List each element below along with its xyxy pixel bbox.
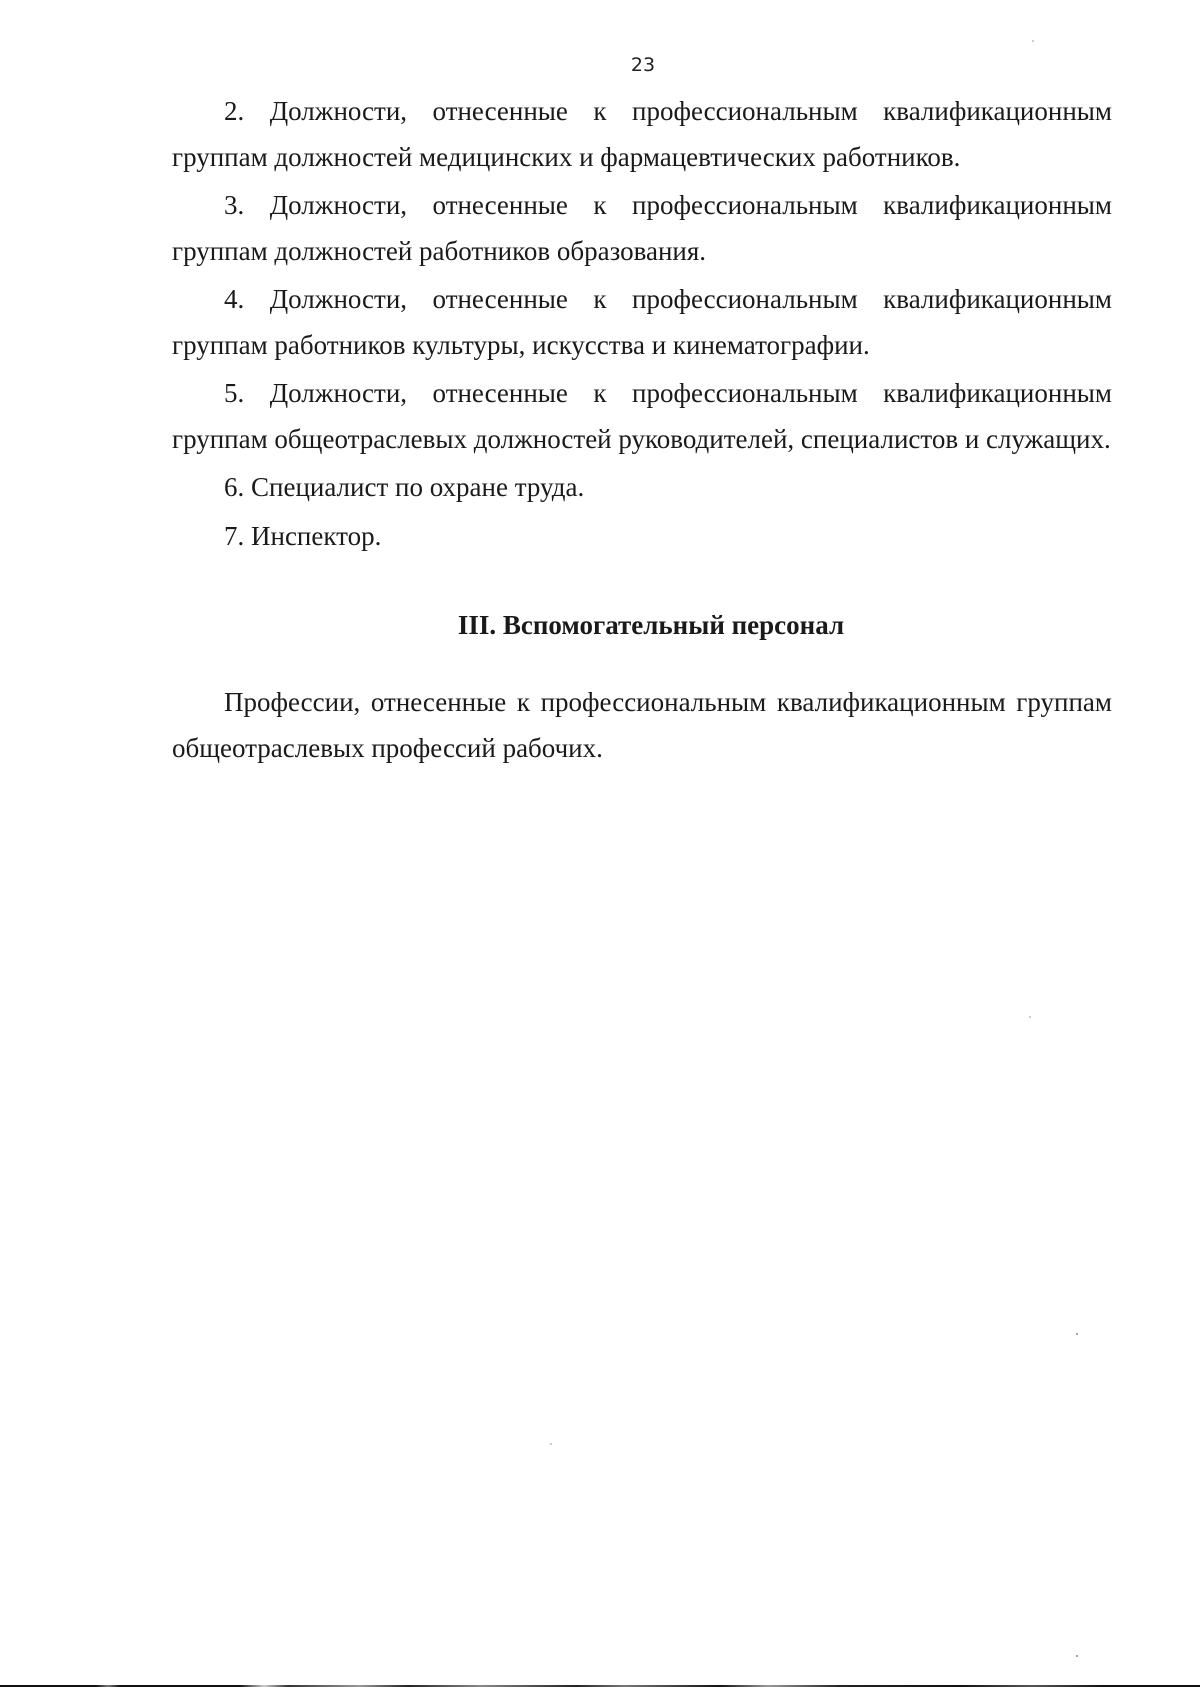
list-item: 6. Специалист по охране труда.: [224, 472, 585, 502]
list-item: 4. Должности, отнесенные к профессиональным квалификационным группам работников культуры, искусства и кинематографии.: [172, 284, 1112, 360]
scan-speck: [1076, 1333, 1078, 1335]
scan-speck: [1032, 40, 1034, 42]
document-body: [172, 88, 1112, 773]
section-paragraph: Профессии, отнесенные к профессиональным квалификационным группам общеотраслевых профессий рабочих.: [172, 687, 1112, 763]
scan-speck: [550, 1443, 552, 1445]
list-item: 2. Должности, отнесенные к профессиональным квалификационным группам должностей медицинских и фармацевтических работников.: [172, 96, 1112, 172]
page-number: 23: [630, 54, 656, 76]
scan-speck: [1029, 1016, 1031, 1018]
scan-speck: [1076, 1655, 1078, 1657]
list-item: 5. Должности, отнесенные к профессиональным квалификационным группам общеотраслевых должностей руководителей, специалистов и служащих.: [172, 378, 1112, 454]
section-heading: III. Вспомогательный персонал: [457, 610, 845, 640]
scan-bottom-edge: [0, 1685, 1200, 1687]
list-item: 3. Должности, отнесенные к профессиональным квалификационным группам должностей работников образования.: [172, 190, 1112, 266]
list-item: 7. Инспектор.: [224, 521, 382, 551]
